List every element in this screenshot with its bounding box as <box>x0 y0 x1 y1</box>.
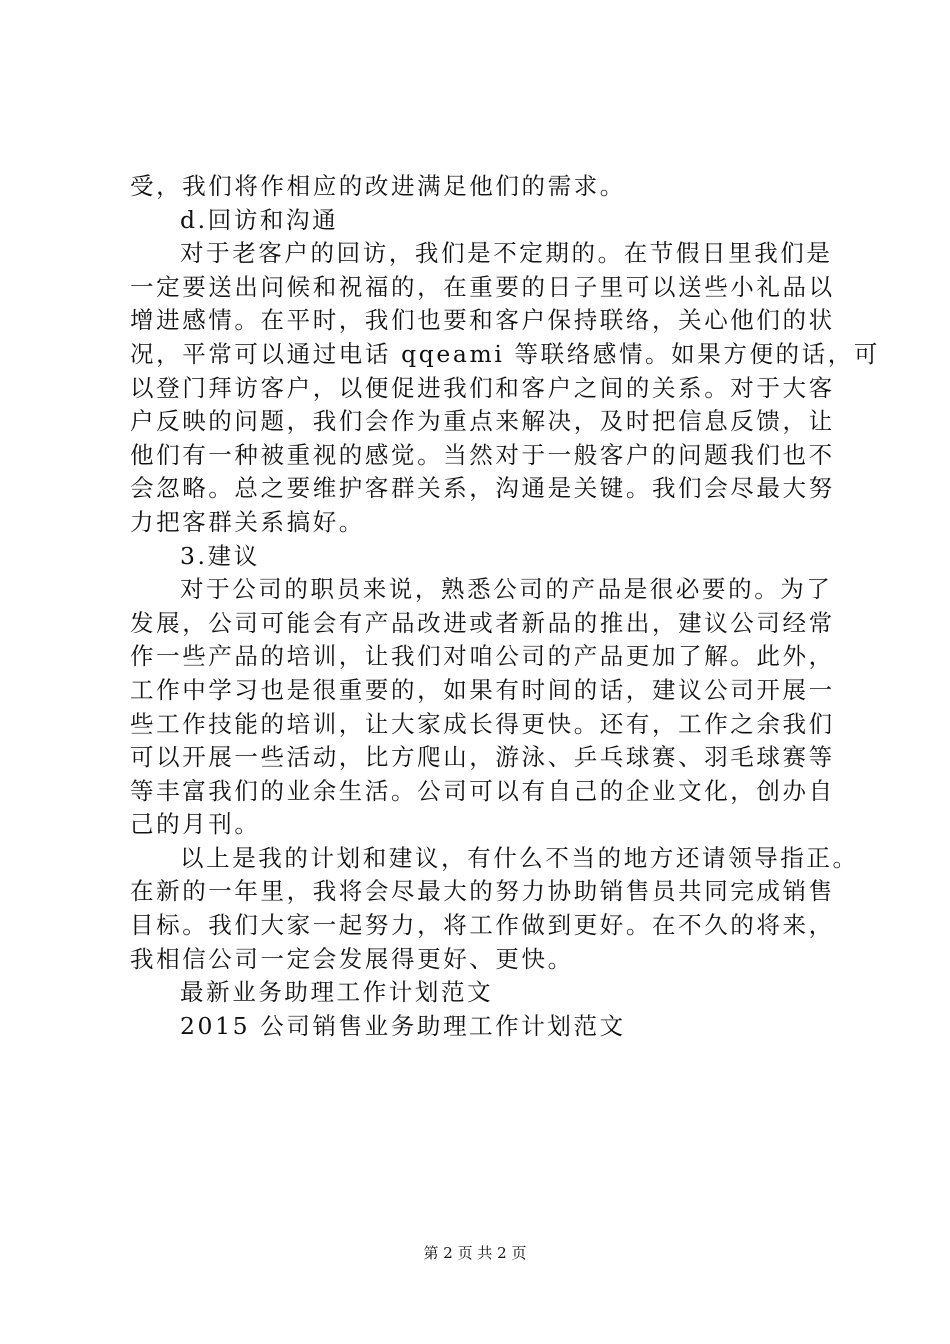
paragraph-line: 己的月刊。 <box>130 810 261 839</box>
paragraph-line: 发展，公司可能会有产品改进或者新品的推出，建议公司经常 <box>130 608 835 637</box>
paragraph-line: 以上是我的计划和建议，有什么不当的地方还请领导指正。 <box>180 843 859 872</box>
paragraph-line: 对于老客户的回访，我们是不定期的。在节假日里我们是 <box>180 239 833 268</box>
paragraph-line: 会忽略。总之要维护客群关系，沟通是关键。我们会尽最大努 <box>130 474 835 503</box>
paragraph-line: 作一些产品的培训，让我们对咱公司的产品更加了解。此外， <box>130 642 835 671</box>
section-heading: d.回访和沟通 <box>180 205 339 234</box>
section-heading: 3.建议 <box>180 541 260 570</box>
paragraph-line: 一定要送出问候和祝福的，在重要的日子里可以送些小礼品以 <box>130 272 835 301</box>
paragraph-line: 受，我们将作相应的改进满足他们的需求。 <box>130 172 626 200</box>
paragraph-line: 我相信公司一定会发展得更好、更快。 <box>130 944 574 973</box>
paragraph-line: 些工作技能的培训，让大家成长得更快。还有，工作之余我们 <box>130 709 835 738</box>
related-title-link: 2015 公司销售业务助理工作计划范文 <box>180 1011 626 1040</box>
paragraph-line: 他们有一种被重视的感觉。当然对于一般客户的问题我们也不 <box>130 440 835 469</box>
document-body <box>130 170 880 1043</box>
page-number-footer: 第 2 页 共 2 页 <box>423 1244 527 1262</box>
paragraph-line: 目标。我们大家一起努力，将工作做到更好。在不久的将来， <box>130 911 835 940</box>
related-title-link: 最新业务助理工作计划范文 <box>180 978 494 1007</box>
paragraph-line: 等丰富我们的业余生活。公司可以有自己的企业文化，创办自 <box>130 776 835 805</box>
paragraph-line: 以登门拜访客户，以便促进我们和客户之间的关系。对于大客 <box>130 373 835 402</box>
paragraph-line: 户反映的问题，我们会作为重点来解决，及时把信息反馈，让 <box>130 407 835 436</box>
paragraph-line: 在新的一年里，我将会尽最大的努力协助销售员共同完成销售 <box>130 877 835 906</box>
paragraph-line: 增进感情。在平时，我们也要和客户保持联络，关心他们的状 <box>130 306 835 335</box>
paragraph-line: 工作中学习也是很重要的，如果有时间的话，建议公司开展一 <box>130 675 835 704</box>
paragraph-line: 况，平常可以通过电话 qqeami 等联络感情。如果方便的话，可 <box>130 339 880 368</box>
paragraph-line: 力把客群关系搞好。 <box>130 507 365 536</box>
paragraph-line: 可以开展一些活动，比方爬山，游泳、乒乓球赛、羽毛球赛等 <box>130 743 835 772</box>
paragraph-line: 对于公司的职员来说，熟悉公司的产品是很必要的。为了 <box>180 575 833 604</box>
